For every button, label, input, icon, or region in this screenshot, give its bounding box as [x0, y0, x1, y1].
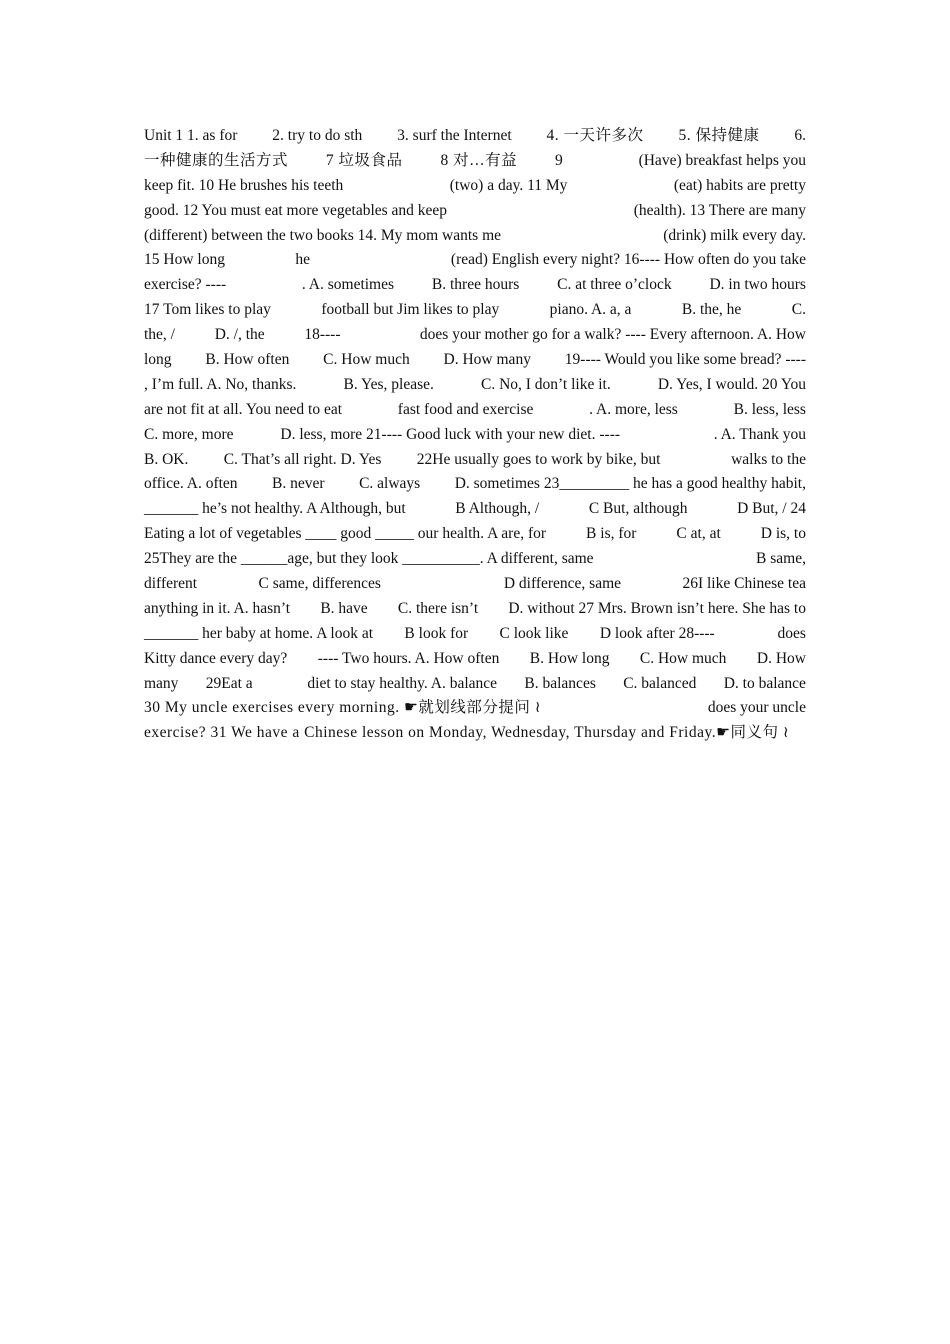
text-segment: _______ her baby at home. A look at — [144, 624, 374, 642]
text-line — [144, 472, 806, 497]
text-segment: (drink) milk every day. — [663, 226, 806, 244]
text-segment: B. never — [272, 475, 325, 493]
text-segment: does your uncle — [707, 699, 806, 717]
text-segment: B look for — [404, 624, 469, 642]
text-segment: C at, at — [676, 525, 721, 543]
text-segment: 25They are the ______age, but they look __________. A different, same — [144, 550, 594, 568]
text-segment: D look after 28---- — [599, 624, 715, 642]
text-line — [144, 696, 806, 721]
text-line — [144, 547, 806, 572]
text-segment: _______ he’s not healthy. A Although, but — [144, 500, 406, 518]
text-segment: 一种健康的生活方式 — [144, 151, 289, 169]
text-segment: exercise? ---- — [144, 276, 227, 294]
text-segment: B. How often — [205, 351, 290, 369]
text-line — [144, 174, 806, 199]
text-segment: D. Yes, I would. 20 You — [657, 375, 806, 393]
text-segment: . A. sometimes — [301, 276, 395, 294]
text-segment: C. No, I don’t like it. — [480, 375, 611, 393]
text-segment: (Have) breakfast helps you — [638, 151, 806, 169]
text-segment: 3. surf the Internet — [397, 127, 512, 144]
text-segment: , I’m full. A. No, thanks. — [144, 375, 297, 393]
text-segment: (read) English every night? 16---- How often do you take — [450, 251, 806, 269]
text-segment: 29Eat a — [205, 674, 253, 692]
text-segment: (eat) habits are pretty — [673, 176, 806, 194]
text-segment: walks to the — [731, 450, 806, 468]
text-segment: 4. 一天许多次 — [546, 127, 644, 144]
text-line — [144, 572, 806, 597]
text-segment: Eating a lot of vegetables ____ good _____ our health. A are, for — [144, 525, 547, 543]
text-segment: D. less, more 21---- Good luck with your new diet. ---- — [280, 425, 621, 443]
text-line — [144, 199, 806, 224]
text-line — [144, 298, 806, 323]
text-segment: B is, for — [586, 525, 637, 543]
text-segment: (two) a day. 11 My — [449, 176, 568, 194]
text-segment: D. sometimes 23_________ he has a good healthy habit, — [454, 475, 806, 493]
text-segment: keep fit. 10 He brushes his teeth — [144, 176, 344, 194]
text-segment: D. without 27 Mrs. Brown isn’t here. She has to — [508, 599, 806, 617]
text-segment: C same, differences — [258, 575, 381, 593]
text-segment: C. at three o’clock — [557, 276, 672, 294]
text-line — [144, 348, 806, 373]
text-line — [144, 448, 806, 473]
text-line — [144, 622, 806, 647]
text-segment: B. less, less — [733, 400, 806, 418]
text-segment: B. How long — [529, 649, 610, 667]
text-segment: Unit 1 1. as for — [144, 127, 238, 144]
text-segment: . A. Thank you — [713, 425, 806, 443]
text-segment: B same, — [756, 550, 806, 568]
text-segment: 2. try to do sth — [272, 127, 363, 144]
text-segment: 22He usually goes to work by bike, but — [416, 450, 661, 468]
text-line — [144, 373, 806, 398]
text-segment: D is, to — [760, 525, 806, 543]
text-segment: . A. more, less — [589, 400, 678, 418]
text-segment: D. /, the — [214, 326, 265, 344]
text-segment: does — [777, 624, 806, 642]
text-segment: 15 How long — [144, 251, 225, 269]
text-line — [144, 273, 806, 298]
text-segment: B. the, he — [681, 301, 742, 319]
text-line — [144, 124, 806, 149]
text-segment: B. Yes, please. — [343, 375, 434, 393]
text-segment: 8 对…有益 — [440, 151, 518, 169]
text-segment: C. That’s all right. D. Yes — [223, 450, 382, 468]
text-segment: B. balances — [524, 674, 596, 692]
text-segment: (different) between the two books 14. My mom wants me — [144, 226, 501, 244]
text-segment: diet to stay healthy. A. balance — [307, 674, 498, 692]
text-segment: different — [144, 575, 198, 593]
text-segment: 6. — [794, 127, 806, 144]
text-segment: D. How many — [443, 351, 531, 369]
text-segment: he — [295, 251, 311, 269]
text-segment: football but Jim likes to play — [321, 301, 500, 319]
text-segment: anything in it. A. hasn’t — [144, 599, 291, 617]
text-line — [144, 672, 806, 697]
text-segment: good. 12 You must eat more vegetables and keep — [144, 201, 448, 219]
text-line — [144, 647, 806, 672]
text-segment: 19---- Would you like some bread? ---- — [564, 351, 806, 369]
text-segment: 17 Tom likes to play — [144, 301, 271, 319]
text-segment: 30 My uncle exercises every morning. ☛就划线部分提问 ≀ — [144, 699, 542, 717]
text-line — [144, 423, 806, 448]
text-line — [144, 323, 806, 348]
text-segment: (health). 13 There are many — [633, 201, 806, 219]
text-line — [144, 398, 806, 423]
text-segment: C. How much — [323, 351, 410, 369]
text-segment: D difference, same — [503, 575, 622, 593]
text-line — [144, 497, 806, 522]
text-segment: D But, / 24 — [737, 500, 806, 518]
text-segment: C look like — [499, 624, 569, 642]
text-segment: C. there isn’t — [397, 599, 479, 617]
text-segment: 7 垃圾食品 — [325, 151, 403, 169]
text-segment: C. How much — [639, 649, 727, 667]
exercise-text-block — [144, 124, 806, 746]
text-segment: B. OK. — [144, 450, 189, 468]
text-segment: C. always — [359, 475, 421, 493]
text-segment: the, / — [144, 326, 175, 344]
text-segment: are not fit at all. You need to eat — [144, 400, 343, 418]
text-segment: many — [144, 674, 179, 692]
text-segment: C. balanced — [623, 674, 697, 692]
text-line — [144, 721, 806, 746]
text-segment: 5. 保持健康 — [678, 127, 760, 144]
text-segment: B Although, / — [455, 500, 540, 518]
text-line — [144, 224, 806, 249]
text-segment: D. How — [756, 649, 806, 667]
text-segment: 9 — [555, 151, 563, 169]
text-segment: B. have — [320, 599, 368, 617]
text-segment: fast food and exercise — [397, 400, 534, 418]
text-line — [144, 597, 806, 622]
text-segment: ---- Two hours. A. How often — [317, 649, 500, 667]
text-segment: B. three hours — [431, 276, 520, 294]
text-segment: D. to balance — [723, 674, 806, 692]
text-line — [144, 248, 806, 273]
text-line — [144, 522, 806, 547]
text-segment: D. in two hours — [709, 276, 806, 294]
text-segment: C. — [791, 301, 806, 319]
text-segment: office. A. often — [144, 475, 238, 493]
text-segment: piano. A. a, a — [549, 301, 632, 319]
text-line — [144, 149, 806, 174]
text-segment: 26I like Chinese tea — [682, 575, 806, 593]
text-segment: 18---- — [304, 326, 341, 344]
text-segment: exercise? 31 We have a Chinese lesson on Monday, Wednesday, Thursday and Friday.☛同义句 ≀ — [144, 724, 790, 742]
text-segment: C. more, more — [144, 425, 234, 443]
text-segment: Kitty dance every day? — [144, 649, 288, 667]
text-segment: long — [144, 351, 172, 369]
text-segment: does your mother go for a walk? ---- Every afternoon. A. How — [419, 326, 806, 344]
text-segment: C But, although — [588, 500, 688, 518]
